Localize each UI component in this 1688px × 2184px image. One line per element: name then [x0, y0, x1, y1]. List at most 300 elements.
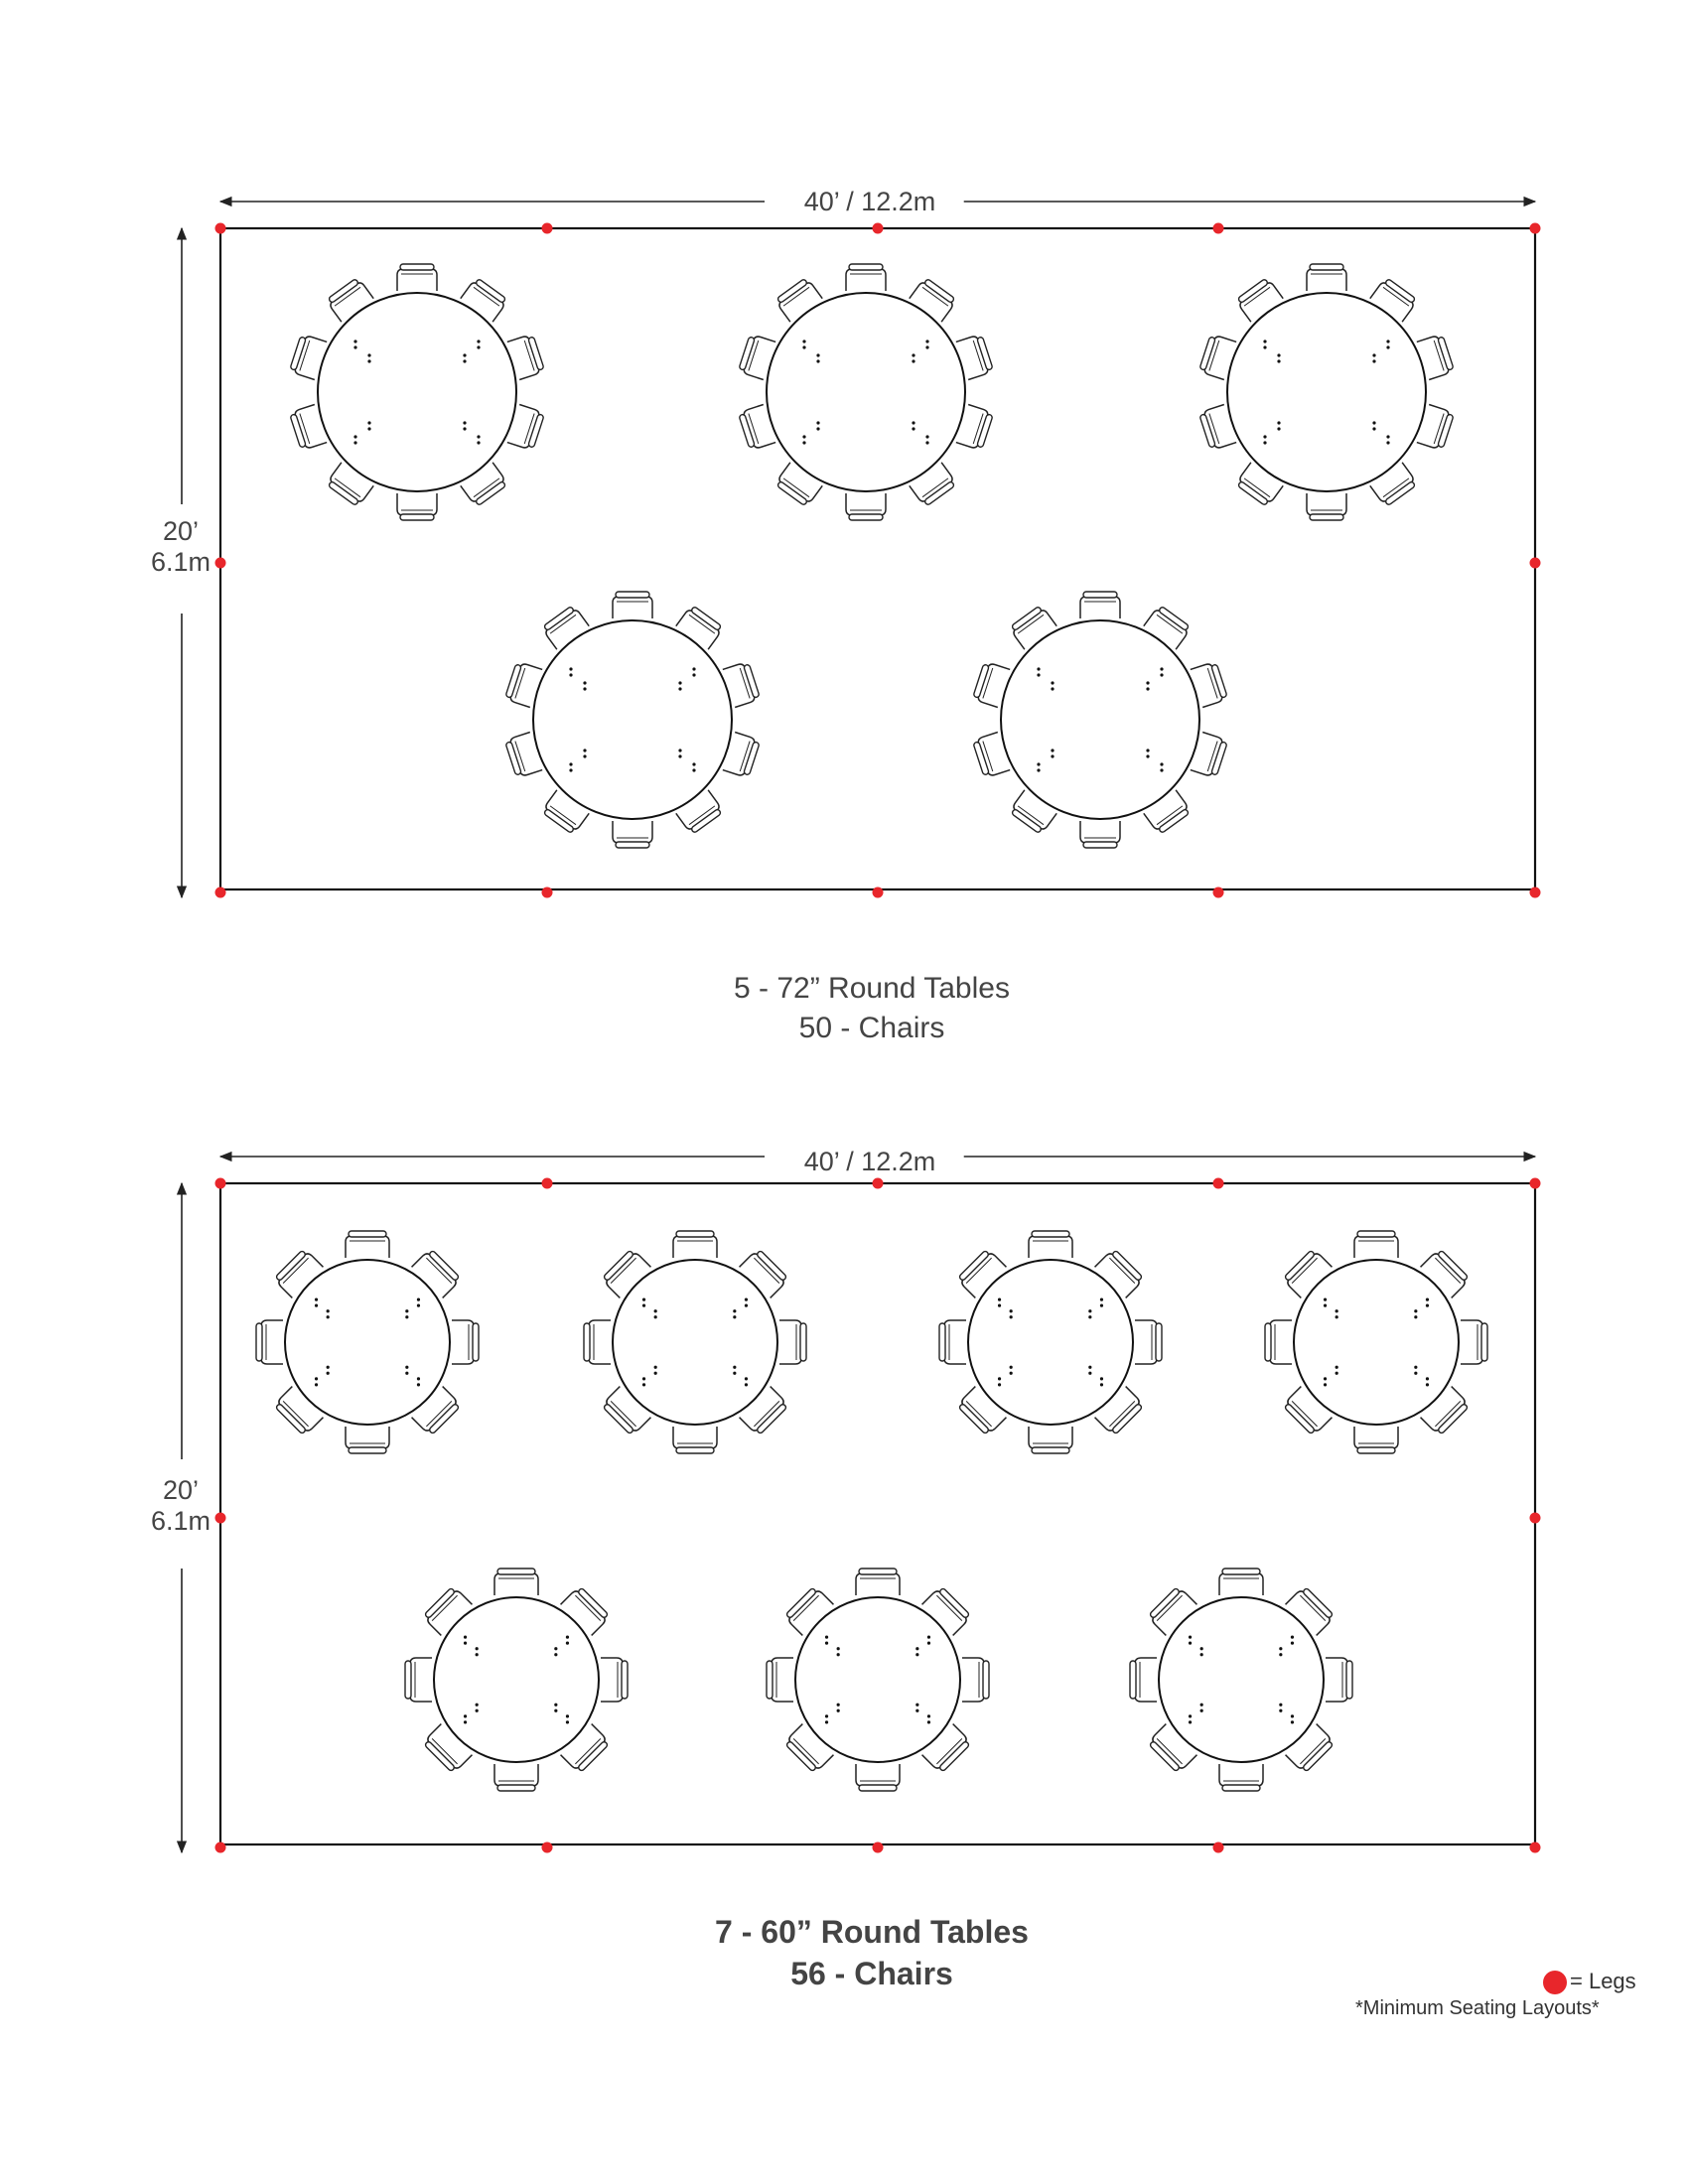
table-leg-mark: [1160, 667, 1163, 670]
round-table: [289, 264, 545, 520]
table-leg-mark: [1279, 1709, 1282, 1712]
round-table: [405, 1569, 628, 1791]
table-leg-mark: [825, 1714, 828, 1717]
table-leg-mark: [367, 359, 370, 362]
table-leg-mark: [915, 1709, 918, 1712]
tables-count-label: 5 - 72” Round Tables: [734, 972, 1010, 1005]
chair-back: [400, 264, 434, 270]
table-leg-mark: [476, 1653, 479, 1656]
chair: [673, 1427, 717, 1453]
chair: [584, 1320, 611, 1364]
table-leg-mark: [654, 1315, 657, 1318]
table-leg-mark: [1263, 441, 1266, 444]
table-top: [1159, 1597, 1324, 1762]
table-leg-mark: [692, 768, 695, 771]
round-table: [972, 592, 1228, 848]
table-leg-mark: [1291, 1636, 1294, 1639]
table-leg-mark: [477, 441, 480, 444]
chair: [1265, 1320, 1292, 1364]
table-leg-mark: [353, 340, 356, 342]
table-leg-mark: [692, 762, 695, 765]
width-dimension-label: 40’ / 12.2m: [776, 1147, 964, 1177]
tent-leg: [873, 1178, 884, 1189]
round-table: [256, 1231, 479, 1453]
chair-back: [1222, 1569, 1260, 1574]
chair: [1219, 1764, 1263, 1791]
table-leg-mark: [1189, 1714, 1192, 1717]
table-leg-mark: [315, 1383, 318, 1386]
chair-back: [1032, 1231, 1069, 1237]
table-leg-mark: [925, 340, 928, 342]
chair-back: [256, 1323, 262, 1361]
table-leg-mark: [1088, 1372, 1091, 1375]
chair: [1307, 493, 1346, 520]
chair-seat: [613, 821, 652, 843]
chair-back: [1083, 592, 1117, 598]
tent-leg: [1213, 1178, 1224, 1189]
table-top: [318, 293, 516, 491]
table-leg-mark: [802, 340, 805, 342]
chair-back: [676, 1447, 714, 1453]
height-m-label: 6.1m: [150, 1506, 211, 1536]
table-leg-mark: [1336, 1366, 1338, 1369]
chair: [846, 493, 886, 520]
table-top: [968, 1260, 1133, 1425]
chair: [1219, 1569, 1263, 1595]
table-leg-mark: [912, 421, 914, 424]
table-leg-mark: [1051, 754, 1054, 757]
table-leg-mark: [1426, 1304, 1429, 1307]
chair-seat: [856, 1764, 900, 1786]
chair: [939, 1320, 966, 1364]
chair-back: [349, 1447, 386, 1453]
table-leg-mark: [353, 441, 356, 444]
table-leg-mark: [1336, 1372, 1338, 1375]
table-leg-mark: [476, 1709, 479, 1712]
table-leg-mark: [654, 1309, 657, 1312]
table-leg-mark: [464, 1714, 467, 1717]
chair-seat: [613, 597, 652, 618]
table-leg-mark: [925, 441, 928, 444]
table-leg-mark: [1037, 768, 1040, 771]
tent-leg: [1530, 1513, 1541, 1524]
chair-seat: [601, 1658, 623, 1702]
round-table: [504, 592, 761, 848]
table-top: [767, 293, 965, 491]
table-leg-mark: [1160, 768, 1163, 771]
table-leg-mark: [1200, 1709, 1203, 1712]
chair-seat: [1135, 1658, 1157, 1702]
table-leg-mark: [998, 1383, 1001, 1386]
table-leg-mark: [583, 749, 586, 751]
table-leg-mark: [405, 1315, 408, 1318]
chair: [613, 821, 652, 848]
table-leg-mark: [1426, 1377, 1429, 1380]
table-leg-mark: [1010, 1309, 1013, 1312]
table-leg-mark: [1146, 687, 1149, 690]
chair-seat: [1135, 1320, 1157, 1364]
chair-back: [767, 1661, 773, 1699]
tent-leg: [1530, 887, 1541, 898]
table-leg-mark: [1200, 1704, 1203, 1706]
table-leg-mark: [477, 340, 480, 342]
table-leg-mark: [1336, 1315, 1338, 1318]
chair-back: [800, 1323, 806, 1361]
table-top: [434, 1597, 599, 1762]
tent-leg: [542, 887, 553, 898]
table-leg-mark: [1189, 1636, 1192, 1639]
table-leg-mark: [692, 673, 695, 676]
table-leg-mark: [1279, 1647, 1282, 1650]
chair: [1326, 1658, 1352, 1702]
chair-back: [1310, 264, 1343, 270]
chair: [1080, 821, 1120, 848]
table-leg-mark: [1324, 1383, 1327, 1386]
table-leg-mark: [1336, 1309, 1338, 1312]
chair: [1029, 1231, 1072, 1258]
table-leg-mark: [566, 1636, 569, 1639]
chair-back: [1481, 1323, 1487, 1361]
table-leg-mark: [1386, 435, 1389, 438]
layout-60-round: [182, 1157, 1541, 1853]
table-leg-mark: [1037, 667, 1040, 670]
chair-seat: [856, 1573, 900, 1595]
chairs-count-label: 50 - Chairs: [798, 1012, 945, 1044]
chair-back: [497, 1569, 535, 1574]
chair-seat: [346, 1427, 389, 1448]
table-leg-mark: [1426, 1298, 1429, 1301]
table-leg-mark: [1277, 427, 1280, 430]
table-leg-mark: [476, 1704, 479, 1706]
chair-seat: [1326, 1658, 1347, 1702]
table-leg-mark: [1277, 421, 1280, 424]
chair-seat: [779, 1320, 801, 1364]
table-leg-mark: [477, 435, 480, 438]
chair-back: [1130, 1661, 1136, 1699]
tent-leg: [1530, 223, 1541, 234]
table-leg-mark: [925, 345, 928, 348]
table-leg-mark: [1051, 749, 1054, 751]
chair-seat: [494, 1573, 538, 1595]
table-leg-mark: [654, 1372, 657, 1375]
tent-leg: [542, 1843, 553, 1853]
chair-back: [859, 1785, 897, 1791]
chair-seat: [1080, 597, 1120, 618]
height-ft-label: 20’: [162, 1475, 200, 1505]
chair: [856, 1764, 900, 1791]
chair-back: [473, 1323, 479, 1361]
layout-72-round: [182, 202, 1541, 898]
table-leg-mark: [417, 1298, 420, 1301]
table-leg-mark: [1100, 1377, 1103, 1380]
chair-seat: [589, 1320, 611, 1364]
chair-seat: [346, 1236, 389, 1258]
chair-seat: [397, 493, 437, 515]
table-leg-mark: [315, 1377, 318, 1380]
table-top: [533, 620, 732, 819]
chair-back: [405, 1661, 411, 1699]
chair: [1307, 264, 1346, 291]
table-leg-mark: [745, 1304, 748, 1307]
table-leg-mark: [1051, 687, 1054, 690]
chair: [452, 1320, 479, 1364]
table-leg-mark: [802, 435, 805, 438]
table-leg-mark: [998, 1304, 1001, 1307]
chair-back: [1357, 1447, 1395, 1453]
table-leg-mark: [1200, 1647, 1203, 1650]
height-dimension-label: [136, 1475, 225, 1537]
table-leg-mark: [1372, 359, 1375, 362]
chair-back: [616, 842, 649, 848]
chair: [613, 592, 652, 618]
table-leg-mark: [927, 1642, 930, 1645]
chair: [1354, 1427, 1398, 1453]
table-leg-mark: [825, 1636, 828, 1639]
chair-seat: [410, 1658, 432, 1702]
height-m-label: 6.1m: [150, 547, 211, 577]
table-leg-mark: [733, 1372, 736, 1375]
chair-back: [1357, 1231, 1395, 1237]
table-leg-mark: [405, 1366, 408, 1369]
table-leg-mark: [642, 1304, 645, 1307]
table-leg-mark: [583, 754, 586, 757]
table-leg-mark: [733, 1315, 736, 1318]
table-leg-mark: [927, 1636, 930, 1639]
height-dimension-label: [136, 516, 225, 578]
chair-seat: [397, 269, 437, 291]
table-leg-mark: [825, 1720, 828, 1723]
table-leg-mark: [745, 1298, 748, 1301]
layout-caption: [574, 969, 1170, 1048]
table-leg-mark: [816, 353, 819, 356]
table-leg-mark: [417, 1304, 420, 1307]
tables-count-label: 7 - 60” Round Tables: [715, 1914, 1029, 1950]
table-leg-mark: [405, 1372, 408, 1375]
table-leg-mark: [1263, 435, 1266, 438]
chair-seat: [1080, 821, 1120, 843]
table-leg-mark: [1051, 681, 1054, 684]
tent-leg: [1213, 887, 1224, 898]
chair: [346, 1231, 389, 1258]
table-leg-mark: [642, 1298, 645, 1301]
table-leg-mark: [733, 1366, 736, 1369]
table-leg-mark: [642, 1383, 645, 1386]
chair: [397, 493, 437, 520]
round-table: [584, 1231, 806, 1453]
table-leg-mark: [1414, 1315, 1417, 1318]
table-leg-mark: [1088, 1309, 1091, 1312]
table-leg-mark: [1324, 1377, 1327, 1380]
table-leg-mark: [1146, 754, 1149, 757]
table-leg-mark: [678, 687, 681, 690]
table-leg-mark: [327, 1366, 330, 1369]
table-leg-mark: [1414, 1372, 1417, 1375]
table-leg-mark: [1146, 749, 1149, 751]
tent-leg: [542, 223, 553, 234]
table-leg-mark: [733, 1309, 736, 1312]
chair-seat: [1270, 1320, 1292, 1364]
table-leg-mark: [1100, 1304, 1103, 1307]
chair: [673, 1231, 717, 1258]
chair-back: [497, 1785, 535, 1791]
table-leg-mark: [1324, 1304, 1327, 1307]
round-table: [738, 264, 994, 520]
table-leg-mark: [915, 1653, 918, 1656]
table-top: [1001, 620, 1199, 819]
table-leg-mark: [569, 667, 572, 670]
table-leg-mark: [464, 1636, 467, 1639]
table-leg-mark: [1372, 421, 1375, 424]
table-leg-mark: [1372, 427, 1375, 430]
chair-back: [400, 514, 434, 520]
table-leg-mark: [678, 681, 681, 684]
table-leg-mark: [463, 421, 466, 424]
table-leg-mark: [1414, 1309, 1417, 1312]
table-leg-mark: [1291, 1720, 1294, 1723]
table-leg-mark: [1037, 673, 1040, 676]
chair: [962, 1658, 989, 1702]
chair: [601, 1658, 628, 1702]
chair-seat: [261, 1320, 283, 1364]
table-leg-mark: [915, 1704, 918, 1706]
table-leg-mark: [925, 435, 928, 438]
chair: [1080, 592, 1120, 618]
tent-leg: [215, 1843, 226, 1853]
chair: [846, 264, 886, 291]
table-leg-mark: [463, 353, 466, 356]
chair-back: [939, 1323, 945, 1361]
chair-seat: [452, 1320, 474, 1364]
table-leg-mark: [367, 421, 370, 424]
table-leg-mark: [353, 435, 356, 438]
table-leg-mark: [463, 427, 466, 430]
table-leg-mark: [1263, 345, 1266, 348]
chair-seat: [944, 1320, 966, 1364]
table-leg-mark: [327, 1315, 330, 1318]
table-leg-mark: [1372, 353, 1375, 356]
chair-seat: [846, 269, 886, 291]
table-leg-mark: [464, 1642, 467, 1645]
tent-leg: [215, 1178, 226, 1189]
tent-leg: [873, 223, 884, 234]
chair-back: [584, 1323, 590, 1361]
chair-seat: [1029, 1236, 1072, 1258]
table-leg-mark: [417, 1377, 420, 1380]
table-leg-mark: [912, 427, 914, 430]
chair-seat: [1354, 1236, 1398, 1258]
table-leg-mark: [1100, 1383, 1103, 1386]
table-leg-mark: [353, 345, 356, 348]
round-table: [1198, 264, 1455, 520]
table-leg-mark: [998, 1298, 1001, 1301]
table-leg-mark: [566, 1714, 569, 1717]
table-leg-mark: [1291, 1714, 1294, 1717]
table-leg-mark: [692, 667, 695, 670]
chair: [1130, 1658, 1157, 1702]
chairs-count-label: 56 - Chairs: [790, 1956, 953, 1991]
table-leg-mark: [802, 441, 805, 444]
tent-leg: [542, 1178, 553, 1189]
table-leg-mark: [367, 427, 370, 430]
table-leg-mark: [554, 1704, 557, 1706]
chair-seat: [673, 1236, 717, 1258]
table-leg-mark: [569, 762, 572, 765]
chair-back: [1265, 1323, 1271, 1361]
table-leg-mark: [678, 754, 681, 757]
tent-leg: [215, 887, 226, 898]
table-leg-mark: [405, 1309, 408, 1312]
table-leg-mark: [327, 1309, 330, 1312]
table-leg-mark: [816, 427, 819, 430]
table-leg-mark: [477, 345, 480, 348]
table-leg-mark: [464, 1720, 467, 1723]
chair-seat: [1354, 1427, 1398, 1448]
table-leg-mark: [745, 1377, 748, 1380]
chair-back: [1346, 1661, 1352, 1699]
table-leg-mark: [1279, 1704, 1282, 1706]
chair-back: [1310, 514, 1343, 520]
chair-seat: [673, 1427, 717, 1448]
round-table: [939, 1231, 1162, 1453]
table-leg-mark: [1160, 673, 1163, 676]
table-top: [613, 1260, 777, 1425]
table-leg-mark: [1010, 1366, 1013, 1369]
table-leg-mark: [816, 421, 819, 424]
chair-back: [849, 514, 883, 520]
table-leg-mark: [1277, 353, 1280, 356]
table-leg-mark: [837, 1709, 840, 1712]
chair-back: [616, 592, 649, 598]
table-leg-mark: [1200, 1653, 1203, 1656]
table-leg-mark: [476, 1647, 479, 1650]
tent-leg: [1213, 223, 1224, 234]
table-leg-mark: [315, 1298, 318, 1301]
table-leg-mark: [1189, 1720, 1192, 1723]
table-leg-mark: [654, 1366, 657, 1369]
round-table: [767, 1569, 989, 1791]
chair: [1135, 1320, 1162, 1364]
table-leg-mark: [1037, 762, 1040, 765]
chair-seat: [962, 1658, 984, 1702]
table-leg-mark: [463, 359, 466, 362]
tent-leg: [873, 887, 884, 898]
table-leg-mark: [1386, 441, 1389, 444]
chair: [494, 1569, 538, 1595]
table-leg-mark: [912, 353, 914, 356]
table-leg-mark: [1291, 1642, 1294, 1645]
chair: [346, 1427, 389, 1453]
chair-seat: [1029, 1427, 1072, 1448]
chair-seat: [772, 1658, 793, 1702]
table-leg-mark: [927, 1720, 930, 1723]
table-leg-mark: [1146, 681, 1149, 684]
table-leg-mark: [1324, 1298, 1327, 1301]
table-leg-mark: [998, 1377, 1001, 1380]
chair-back: [622, 1661, 628, 1699]
table-leg-mark: [915, 1647, 918, 1650]
chair-back: [983, 1661, 989, 1699]
table-leg-mark: [1160, 762, 1163, 765]
tent-leg: [873, 1843, 884, 1853]
table-leg-mark: [417, 1383, 420, 1386]
chair-seat: [494, 1764, 538, 1786]
table-leg-mark: [837, 1653, 840, 1656]
table-leg-mark: [1189, 1642, 1192, 1645]
chair-seat: [1219, 1764, 1263, 1786]
legend-legs-label: = Legs: [1570, 1969, 1636, 1993]
layout-caption: [574, 1911, 1170, 1994]
table-leg-mark: [569, 768, 572, 771]
